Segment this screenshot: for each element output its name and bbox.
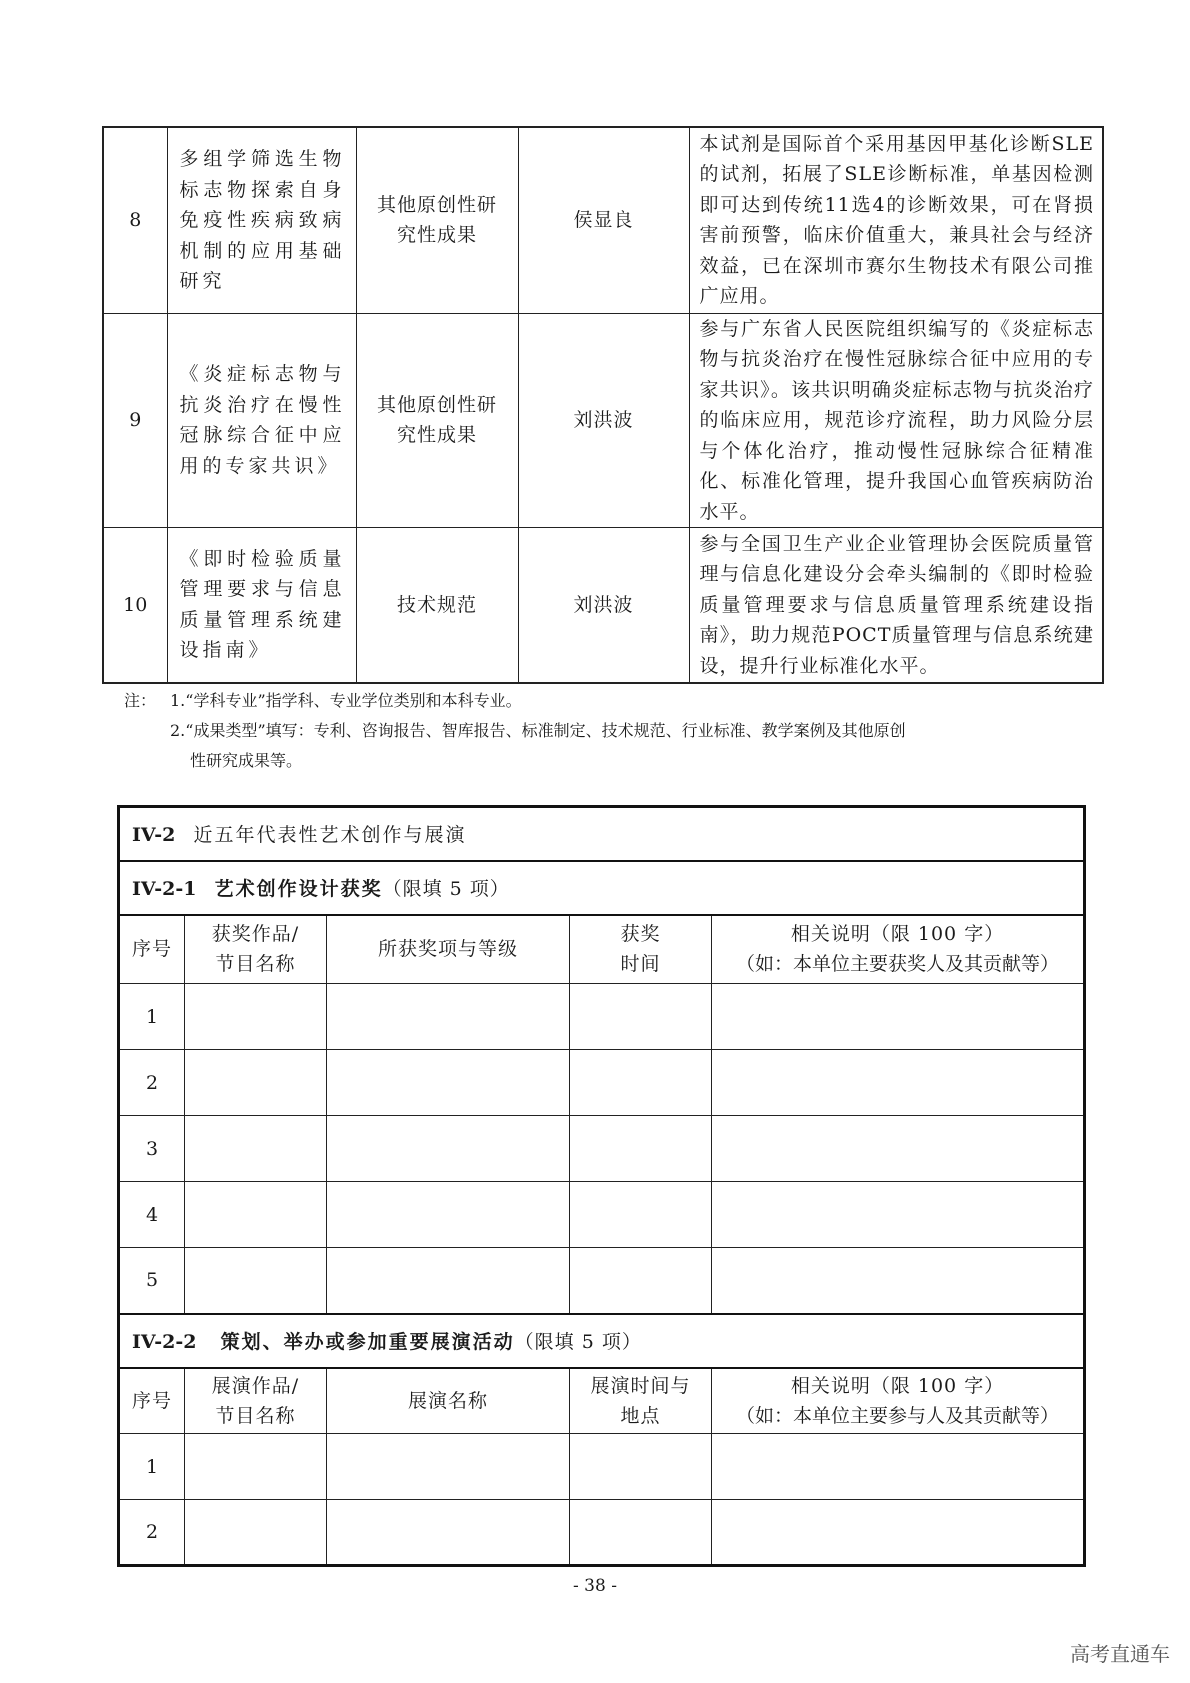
row-number: 1 <box>119 1434 185 1500</box>
cell-time[interactable] <box>570 984 712 1050</box>
cell-work[interactable] <box>185 1182 327 1248</box>
table-row <box>119 984 1085 1050</box>
section-code: IV-2 <box>132 824 176 847</box>
watermark: 高考直通车 <box>1070 1642 1170 1666</box>
subsection-name: 策划、举办或参加重要展演活动 <box>220 1331 515 1353</box>
col-header-work-line2: 节目名称 <box>215 953 296 976</box>
subsection-code: IV-2-2 <box>132 1331 197 1353</box>
col-header-award: 所获奖项与等级 <box>327 915 570 984</box>
col-header-work-line2: 节目名称 <box>215 1404 296 1427</box>
col-header-time-line2: 地点 <box>620 1404 661 1427</box>
cell-award[interactable] <box>327 1050 570 1116</box>
cell-time[interactable] <box>570 1050 712 1116</box>
column-header-row <box>119 1368 1085 1434</box>
table-row <box>119 1500 1085 1566</box>
subsection-title <box>119 861 1085 915</box>
row-number: 2 <box>119 1500 185 1566</box>
result-type <box>356 528 518 683</box>
result-description: 参与广东省人民医院组织编写的《炎症标志物与抗炎治疗在慢性冠脉综合征中应用的专家共识》。该共识明确炎症标志物与抗炎治疗的临床应用，规范诊疗流程，助力风险分层与个体化治疗，推动慢性冠脉综合征精准化、标准化管理，提升我国心血管疾病防治水平。 <box>689 313 1103 528</box>
note-item: 2.“成果类型”填写：专利、咨询报告、智库报告、标准制定、技术规范、行业标准、教学案例及其他原创 <box>170 721 906 740</box>
cell-time-place[interactable] <box>570 1500 712 1566</box>
result-type <box>356 127 518 313</box>
cell-show-name[interactable] <box>327 1500 570 1566</box>
table-row <box>103 313 1103 528</box>
subsection-limit: （限填 5 项） <box>514 1331 642 1353</box>
cell-work[interactable] <box>185 1500 327 1566</box>
cell-award[interactable] <box>327 1248 570 1314</box>
col-header-time-place <box>570 1368 712 1434</box>
table-row <box>119 1182 1085 1248</box>
row-number: 9 <box>103 313 167 528</box>
cell-note[interactable] <box>712 1500 1085 1566</box>
col-header-note <box>712 1368 1085 1434</box>
row-number: 10 <box>103 528 167 683</box>
row-number: 2 <box>119 1050 185 1116</box>
col-header-work-line1: 展演作品/ <box>211 1374 300 1397</box>
cell-award[interactable] <box>327 984 570 1050</box>
cell-work[interactable] <box>185 1248 327 1314</box>
col-header-note <box>712 915 1085 984</box>
col-header-note-line1: 相关说明（限 100 字） <box>790 1374 1005 1397</box>
result-person: 刘洪波 <box>518 313 689 528</box>
result-title: 《即时检验质量管理要求与信息质量管理系统建设指南》 <box>167 528 356 683</box>
subsection-name: 艺术创作设计获奖 <box>214 878 383 900</box>
col-header-work <box>185 915 327 984</box>
subsection-limit: （限填 5 项） <box>382 878 510 900</box>
cell-note[interactable] <box>712 1248 1085 1314</box>
section-header <box>119 807 1085 861</box>
col-header-time <box>570 915 712 984</box>
result-person: 刘洪波 <box>518 528 689 683</box>
cell-note[interactable] <box>712 1434 1085 1500</box>
col-header-time-line2: 时间 <box>620 953 661 976</box>
cell-award[interactable] <box>327 1116 570 1182</box>
section-title <box>119 807 1085 861</box>
table-row <box>103 528 1103 683</box>
table-row <box>119 1116 1085 1182</box>
subsection-title <box>119 1314 1085 1368</box>
cell-show-name[interactable] <box>327 1434 570 1500</box>
row-number: 3 <box>119 1116 185 1182</box>
cell-work[interactable] <box>185 1050 327 1116</box>
col-header-seq: 序号 <box>119 915 185 984</box>
col-header-note-line2: （如：本单位主要参与人及其贡献等） <box>736 1404 1060 1427</box>
row-number: 8 <box>103 127 167 313</box>
notes-label: 注： <box>124 691 157 710</box>
cell-note[interactable] <box>712 1050 1085 1116</box>
art-form-table <box>117 805 1086 1567</box>
result-type-text: 其他原创性研究性成果 <box>376 393 497 447</box>
result-type-text: 其他原创性研究性成果 <box>376 193 497 247</box>
row-number: 5 <box>119 1248 185 1314</box>
cell-note[interactable] <box>712 1116 1085 1182</box>
cell-work[interactable] <box>185 984 327 1050</box>
cell-work[interactable] <box>185 1116 327 1182</box>
cell-time[interactable] <box>570 1116 712 1182</box>
section-name: 近五年代表性艺术创作与展演 <box>193 824 467 847</box>
cell-note[interactable] <box>712 1182 1085 1248</box>
column-header-row <box>119 915 1085 984</box>
table-row <box>119 1248 1085 1314</box>
col-header-time-line1: 获奖 <box>620 923 661 946</box>
table-row <box>119 1434 1085 1500</box>
cell-time[interactable] <box>570 1248 712 1314</box>
col-header-seq: 序号 <box>119 1368 185 1434</box>
result-title: 多组学筛选生物标志物探索自身免疫性疾病致病机制的应用基础研究 <box>167 127 356 313</box>
col-header-show-name: 展演名称 <box>327 1368 570 1434</box>
result-title: 《炎症标志物与抗炎治疗在慢性冠脉综合征中应用的专家共识》 <box>167 313 356 528</box>
table-row <box>119 1050 1085 1116</box>
col-header-note-line1: 相关说明（限 100 字） <box>790 923 1005 946</box>
row-number: 4 <box>119 1182 185 1248</box>
result-description: 本试剂是国际首个采用基因甲基化诊断SLE的试剂，拓展了SLE诊断标准，单基因检测即可达到传统11选4的诊断效果，可在肾损害前预警，临床价值重大，兼具社会与经济效益，已在深圳市赛尔生物技术有限公司推广应用。 <box>689 127 1103 313</box>
cell-work[interactable] <box>185 1434 327 1500</box>
subsection-code: IV-2-1 <box>132 878 197 900</box>
result-type-text: 技术规范 <box>396 593 477 616</box>
page-number: - 38 - <box>573 1576 617 1596</box>
result-type <box>356 313 518 528</box>
result-description: 参与全国卫生产业企业管理协会医院质量管理与信息化建设分会牵头编制的《即时检验质量管理要求与信息质量管理系统建设指南》，助力规范POCT质量管理与信息系统建设，提升行业标准化水平。 <box>689 528 1103 683</box>
subsection-header <box>119 1314 1085 1368</box>
cell-award[interactable] <box>327 1182 570 1248</box>
note-item: 1.“学科专业”指学科、专业学位类别和本科专业。 <box>170 691 522 710</box>
cell-time-place[interactable] <box>570 1434 712 1500</box>
col-header-work-line1: 获奖作品/ <box>211 923 300 946</box>
note-item: 性研究成果等。 <box>190 751 303 770</box>
col-header-note-line2: （如：本单位主要获奖人及其贡献等） <box>736 953 1060 976</box>
cell-note[interactable] <box>712 984 1085 1050</box>
table-row <box>103 127 1103 313</box>
results-table <box>102 126 1104 684</box>
cell-time[interactable] <box>570 1182 712 1248</box>
result-person: 侯显良 <box>518 127 689 313</box>
row-number: 1 <box>119 984 185 1050</box>
col-header-work <box>185 1368 327 1434</box>
col-header-time-line1: 展演时间与 <box>590 1374 691 1397</box>
subsection-header <box>119 861 1085 915</box>
